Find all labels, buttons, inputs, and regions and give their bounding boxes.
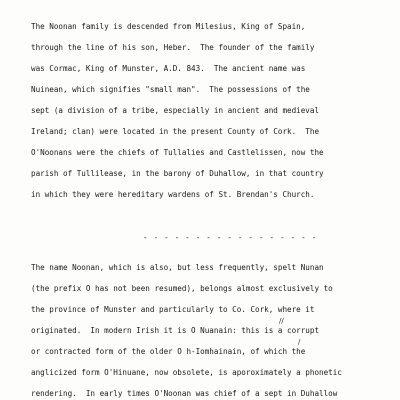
handwritten-accent-marks: //: [279, 317, 284, 325]
paragraph-2-line-3: the province of Munster and particularly to Co. Cork, where it: [31, 305, 315, 314]
paragraph-2-line-5: or contracted form of the older O h-Iomhainain, of which the: [31, 347, 306, 356]
paragraph-1-line-2: through the line of his son, Heber. The founder of the family: [31, 43, 315, 52]
paragraph-1-line-5: sept (a division of a tribe, especially in ancient and medieval: [31, 106, 320, 115]
paragraph-2-line-1: The name Noonan, which is also, but less frequently, spelt Nunan: [31, 263, 324, 272]
paragraph-2-line-4: originated. In modern Irish it is O Nuanain: this is a corrupt: [31, 326, 320, 335]
paragraph-2-line-7: rendering. In early times O'Noonan was chief of a sept in Duhallow: [31, 389, 338, 398]
paragraph-1-line-3: was Cormac, King of Munster, A.D. 843. The ancient name was: [31, 64, 306, 73]
section-separator: - - - - - - - - - - - - - - - - -: [143, 233, 317, 242]
paragraph-1-line-6: Ireland; clan) were located in the present County of Cork. The: [31, 127, 320, 136]
paragraph-1-line-7: O'Noonans were the chiefs of Tullalies and Castlelissen, now the: [31, 148, 324, 157]
paragraph-2-line-6: anglicized form O'Hinuane, now obsolete, is aporoximately a phonetic: [31, 368, 342, 377]
handwritten-accent-mark: /: [298, 338, 301, 346]
paragraph-1-line-4: Nuinean, which signifies "small man". The possessions of the: [31, 85, 310, 94]
paragraph-1-line-8: parish of Tullilease, in the barony of Duhallow, in that country: [31, 169, 324, 178]
paragraph-1-line-9: in which they were hereditary wardens of St. Brendan's Church.: [31, 190, 315, 199]
paragraph-1-line-1: The Noonan family is descended from Milesius, King of Spain,: [31, 22, 306, 31]
paragraph-2-line-2: (the prefix O has not been resumed), belongs almost exclusively to: [31, 284, 333, 293]
